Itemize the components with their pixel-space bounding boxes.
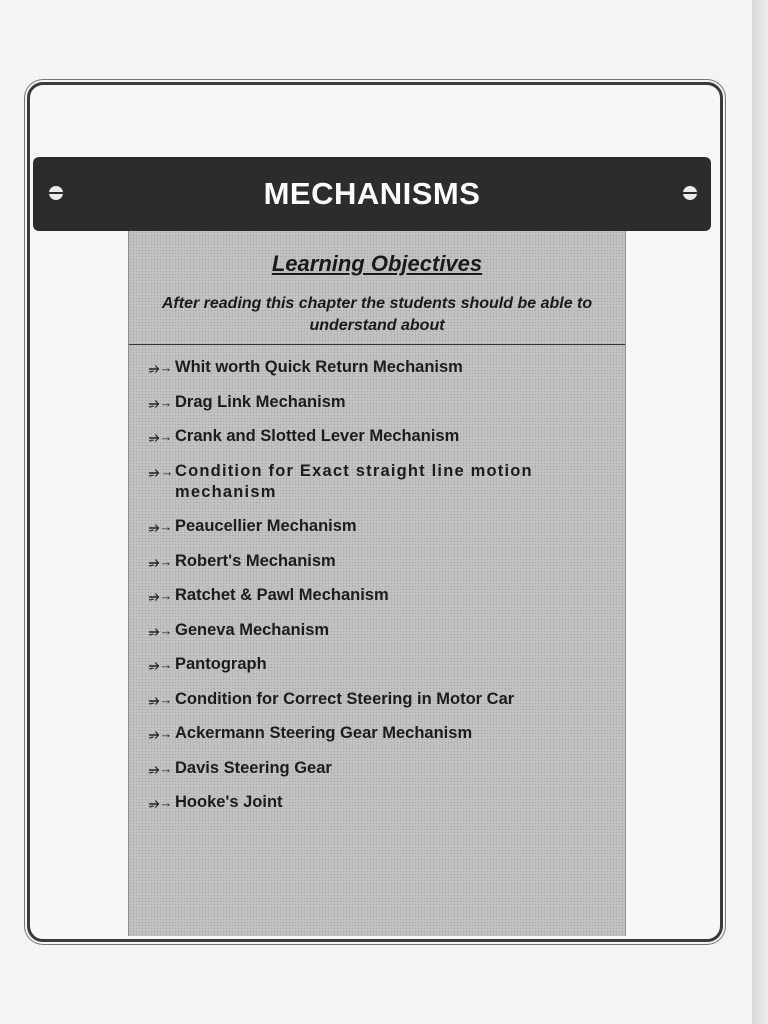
double-arrow-icon: ⭌→ <box>149 760 173 776</box>
double-arrow-icon: ⭌→ <box>149 622 173 638</box>
divider <box>129 344 625 345</box>
objective-text: Geneva Mechanism <box>175 620 330 639</box>
list-item <box>149 516 619 537</box>
double-arrow-icon: ⭌→ <box>149 519 173 534</box>
double-arrow-icon: ⭌→ <box>149 795 173 810</box>
objective-text: Robert's Mechanism <box>175 551 336 570</box>
double-arrow-icon: ⭌→ <box>149 657 173 672</box>
list-item <box>149 392 619 413</box>
list-item <box>149 620 619 641</box>
double-arrow-icon: ⭌→ <box>149 553 173 569</box>
list-item <box>149 461 619 503</box>
objective-text: Pantograph <box>175 655 267 673</box>
double-arrow-icon: ⭌→ <box>149 429 173 444</box>
banner-ornament-right-icon <box>683 186 697 200</box>
learning-objectives-heading: Learning Objectives <box>271 251 483 276</box>
learning-objectives-intro: After reading this chapter the students should be able to understand about <box>161 295 593 334</box>
objective-text: Condition for Correct Steering in Motor Car <box>175 689 515 708</box>
double-arrow-icon: ⭌→ <box>149 360 173 375</box>
objective-text: Peaucellier Mechanism <box>175 517 357 535</box>
objective-text: Ratchet & Pawl Mechanism <box>175 586 389 604</box>
list-item <box>149 551 619 572</box>
chapter-banner <box>33 157 711 231</box>
learning-objectives-panel <box>128 231 626 936</box>
list-item <box>149 723 619 744</box>
list-item <box>149 758 619 779</box>
objective-text: Davis Steering Gear <box>175 758 332 777</box>
double-arrow-icon: ⭌→ <box>149 394 173 410</box>
list-item <box>149 792 619 813</box>
objective-text: Ackermann Steering Gear Mechanism <box>175 724 473 742</box>
list-item <box>149 357 619 378</box>
objective-text: Crank and Slotted Lever Mechanism <box>175 427 460 445</box>
list-item <box>149 689 619 710</box>
double-arrow-icon: ⭌→ <box>149 463 175 479</box>
banner-ornament-left-icon <box>49 186 63 200</box>
objective-text: Whit worth Quick Return Mechanism <box>175 358 463 376</box>
chapter-title: MECHANISMS <box>263 176 481 211</box>
double-arrow-icon: ⭌→ <box>149 691 173 707</box>
objective-text: Hooke's Joint <box>175 793 283 811</box>
objectives-list <box>149 357 619 827</box>
objective-text: Drag Link Mechanism <box>175 392 346 411</box>
double-arrow-icon: ⭌→ <box>149 588 173 603</box>
list-item <box>149 654 619 675</box>
list-item <box>149 426 619 447</box>
double-arrow-icon: ⭌→ <box>149 726 173 741</box>
list-item <box>149 585 619 606</box>
page-edge <box>752 0 768 1024</box>
objective-text: Condition for Exact straight line motion mechanism <box>175 461 533 501</box>
